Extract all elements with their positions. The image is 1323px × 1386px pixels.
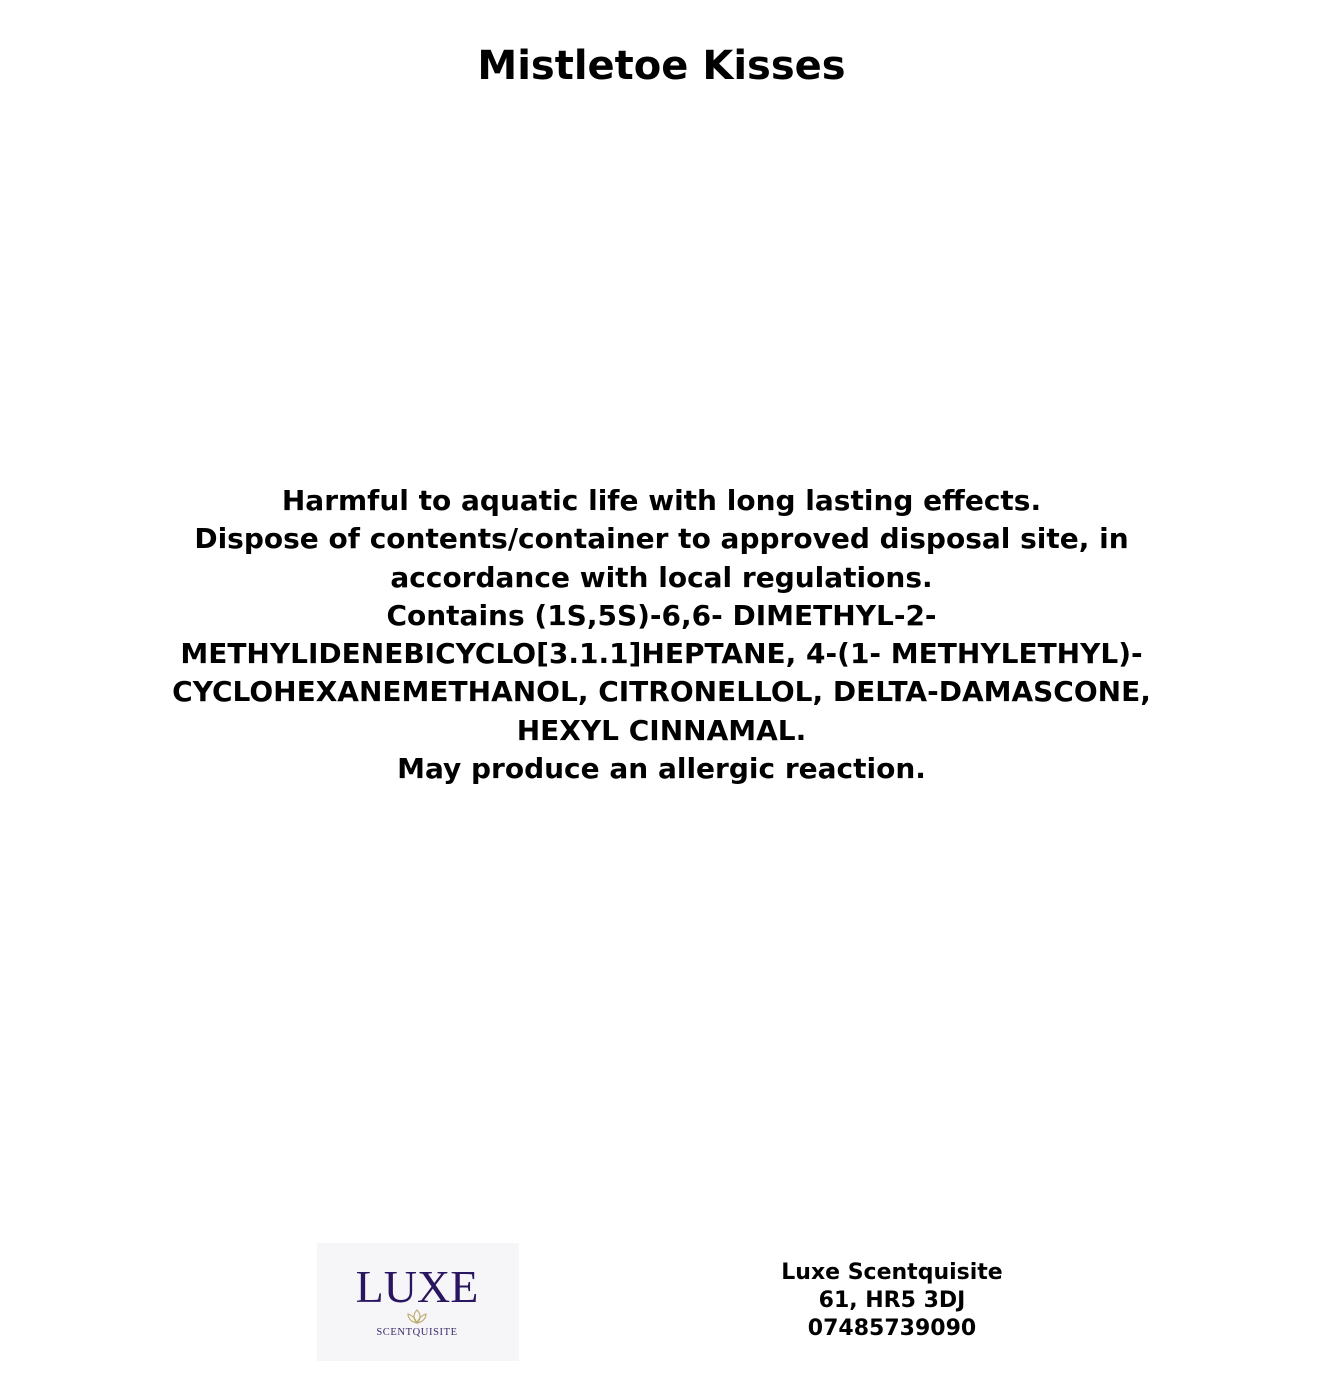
company-phone: 07485739090 [807,1316,977,1341]
hazard-statements [150,482,1173,788]
company-name: Luxe Scentquisite [781,1260,1003,1285]
hazard-statement-aquatic: Harmful to aquatic life with long lasting effects. [281,484,1042,517]
hazard-statement-disposal: Dispose of contents/container to approved disposal site, in accordance with local regulations. [194,522,1129,594]
logo-wordmark: LUXE [355,1261,479,1312]
hazard-statement-contains: Contains (1S,5S)-6,6- DIMETHYL-2-METHYLIDENEBICYCLO[3.1.1]HEPTANE, 4-(1- METHYLETHYL)-CYCLOHEXANEMETHANOL, CITRONELLOL, DELTA-DAMASCONE, HEXYL CINNAMAL. [172,598,1151,747]
company-address-block [742,1259,1042,1343]
company-address: 61, HR5 3DJ [818,1288,966,1313]
hazard-statement-allergy: May produce an allergic reaction. [397,752,926,786]
product-title: Mistletoe Kisses [477,43,846,89]
brand-logo [317,1243,519,1361]
logo-tagline: SCENTQUISITE [376,1327,458,1338]
